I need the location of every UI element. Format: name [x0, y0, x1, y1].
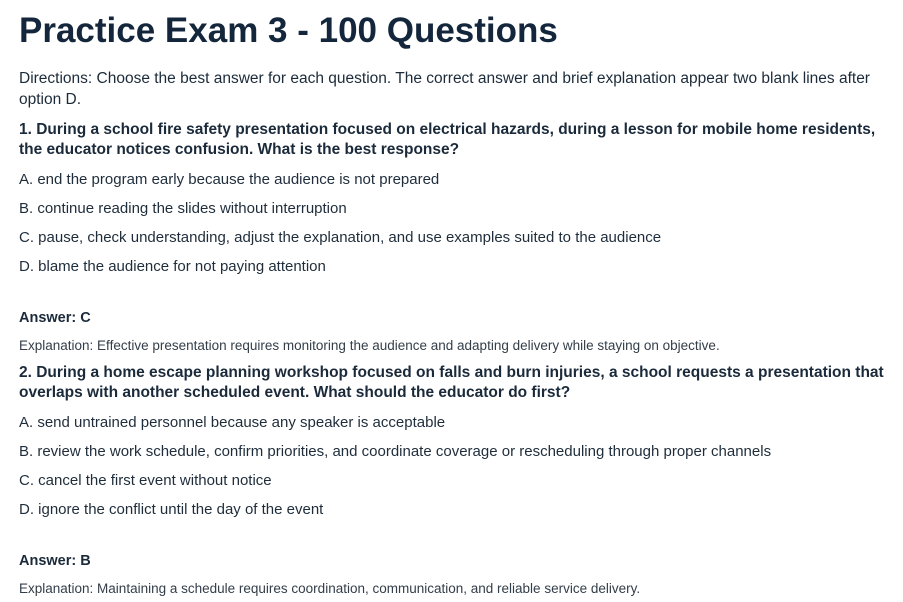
option-d: D. blame the audience for not paying attention: [19, 258, 326, 275]
option-list: [19, 170, 884, 277]
option-b: B. continue reading the slides without interruption: [19, 200, 347, 217]
option-a: A. send untrained personnel because any speaker is acceptable: [19, 414, 446, 431]
answer-label: Answer: C: [19, 310, 91, 326]
question-block-2: [19, 363, 884, 598]
directions-text: Directions: Choose the best answer for each question. The correct answer and brief explanation appear two blank lines after option D.: [19, 70, 870, 108]
option-a: A. end the program early because the audience is not prepared: [19, 171, 440, 188]
option-list: [19, 413, 884, 520]
answer-label: Answer: B: [19, 553, 91, 569]
option-c: C. pause, check understanding, adjust the explanation, and use examples suited to the audience: [19, 229, 662, 246]
option-d: D. ignore the conflict until the day of the event: [19, 501, 324, 518]
question-block-1: [19, 120, 884, 355]
question-prompt: 1. During a school fire safety presentation focused on electrical hazards, during a lesson for mobile home residents, the educator notices confusion. What is the best response?: [19, 121, 876, 158]
page-title: Practice Exam 3 - 100 Questions: [19, 11, 558, 50]
option-c: C. cancel the first event without notice: [19, 472, 272, 489]
option-b: B. review the work schedule, confirm priorities, and coordinate coverage or rescheduling through proper channels: [19, 443, 772, 460]
explanation-text: Explanation: Effective presentation requires monitoring the audience and adapting delivery while staying on objective.: [19, 338, 720, 353]
question-prompt: 2. During a home escape planning workshop focused on falls and burn injuries, a school requests a presentation that overlaps with another scheduled event. What should the educator do first?: [19, 364, 884, 401]
explanation-text: Explanation: Maintaining a schedule requires coordination, communication, and reliable service delivery.: [19, 581, 641, 596]
